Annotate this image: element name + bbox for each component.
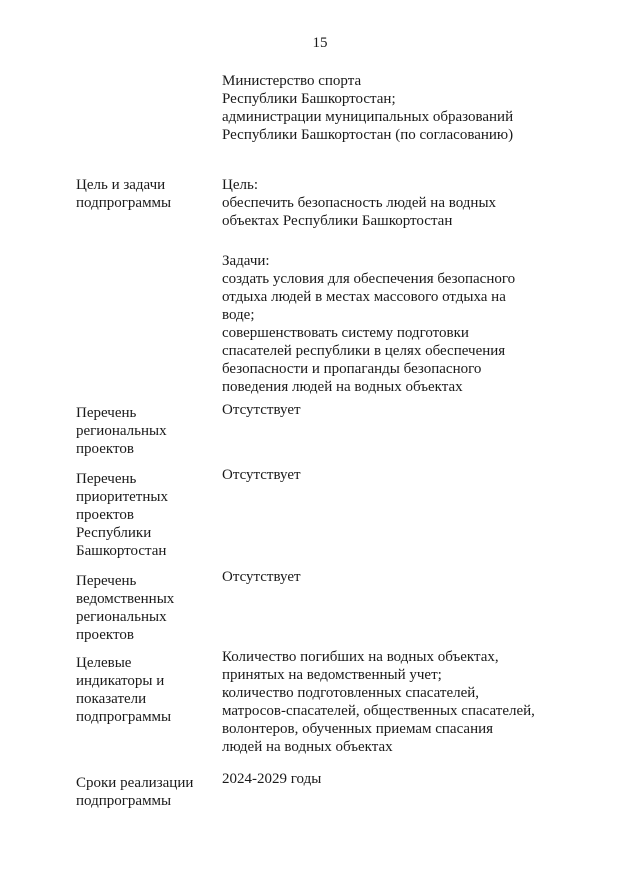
executors-line: администрации муниципальных образований [222,109,514,125]
row-departmental-projects-label [76,572,216,644]
row-value-line: Задачи: [222,253,270,269]
row-value-line: Отсутствует [222,467,301,483]
row-label-line: подпрограммы [76,793,172,809]
row-label-line: подпрограммы [76,709,172,725]
row-value-line: Количество погибших на водных объектах, [222,649,499,665]
row-period-label [76,774,216,810]
row-value-line: поведения людей на водных объектах [222,379,463,395]
row-value-line: Отсутствует [222,569,301,585]
row-label-line: Сроки реализации [76,775,194,791]
row-value-line: Отсутствует [222,402,301,418]
row-label-line: проектов [76,441,134,457]
page-number: 15 [312,35,328,51]
row-period-value [222,770,582,788]
executors-line: Министерство спорта [222,73,362,89]
row-value-line: 2024-2029 годы [222,771,322,787]
row-goal-value [222,176,582,396]
row-label-line: проектов [76,507,134,523]
row-value-line: объектах Республики Башкортостан [222,213,453,229]
row-departmental-projects-value [222,568,582,586]
row-value-line: волонтеров, обученных приемам спасания [222,721,494,737]
row-priority-projects-label [76,470,216,560]
row-value-line: спасателей республики в целях обеспечения [222,343,506,359]
row-label-line: ведомственных [76,591,175,607]
paragraph-gap [222,230,582,248]
row-label-line: региональных [76,423,167,439]
row-value-line: Цель: [222,177,258,193]
row-label-line: Перечень [76,573,137,589]
row-label-line: Перечень [76,405,137,421]
row-label-line: подпрограммы [76,195,172,211]
row-label-line: региональных [76,609,167,625]
row-label-line: Цель и задачи [76,177,166,193]
row-regional-projects-label [76,404,216,458]
row-value-line: количество подготовленных спасателей, [222,685,480,701]
row-value-line: воде; [222,307,255,323]
row-indicators-label [76,654,216,726]
executors-block [222,72,582,144]
row-label-line: проектов [76,627,134,643]
row-label-line: Республики [76,525,152,541]
row-label-line: индикаторы и [76,673,165,689]
row-value-line: безопасности и пропаганды безопасного [222,361,482,377]
row-value-line: матросов-спасателей, общественных спасателей, [222,703,535,719]
row-label-line: показатели [76,691,147,707]
executors-line: Республики Башкортостан (по согласованию) [222,127,514,143]
row-value-line: обеспечить безопасность людей на водных [222,195,497,211]
row-label-line: Башкортостан [76,543,167,559]
row-goal-label [76,176,216,212]
row-label-line: приоритетных [76,489,168,505]
row-label-line: Перечень [76,471,137,487]
row-value-line: отдыха людей в местах массового отдыха на [222,289,506,305]
row-value-line: принятых на ведомственный учет; [222,667,442,683]
row-value-line: создать условия для обеспечения безопасного [222,271,516,287]
row-priority-projects-value [222,466,582,484]
row-value-line: людей на водных объектах [222,739,393,755]
row-label-line: Целевые [76,655,132,671]
row-regional-projects-value [222,401,582,419]
executors-line: Республики Башкортостан; [222,91,396,107]
row-value-line: совершенствовать систему подготовки [222,325,469,341]
row-indicators-value [222,648,582,756]
